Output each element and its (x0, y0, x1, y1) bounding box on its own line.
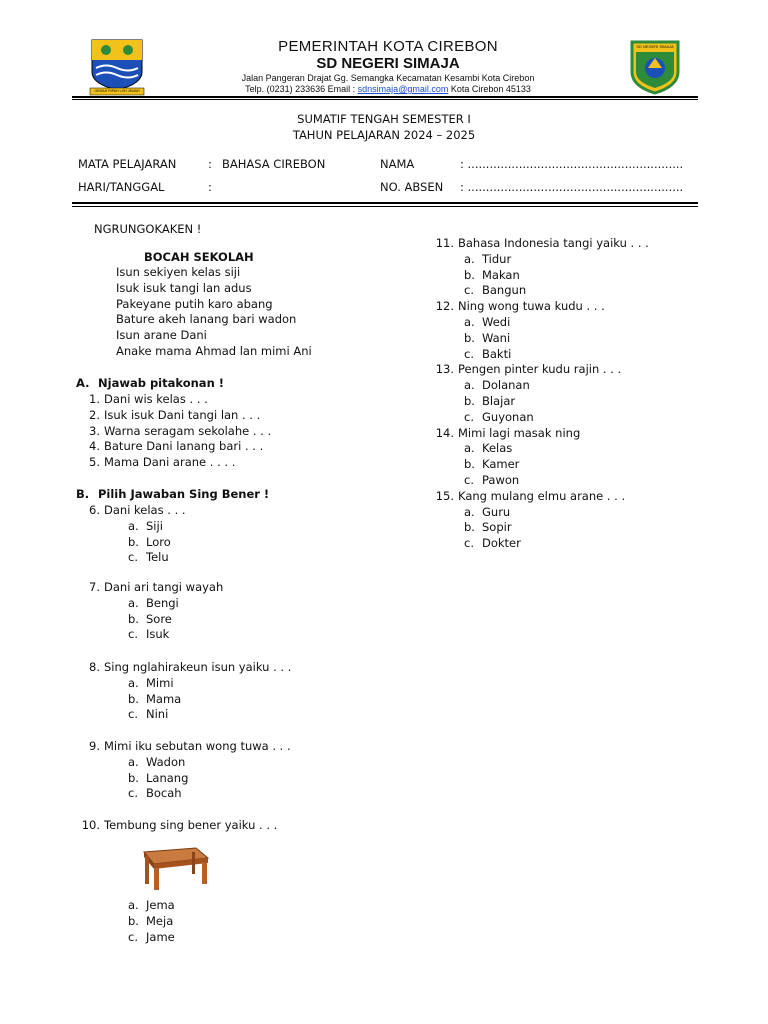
answer-option[interactable] (430, 520, 649, 536)
option-letter: c. (128, 627, 138, 642)
option-letter: c. (128, 550, 138, 565)
option-letter: b. (128, 691, 139, 706)
name-field[interactable]: : ........................................................... (460, 157, 684, 171)
option-text: Sore (146, 611, 172, 626)
option-text: Nini (146, 707, 169, 722)
question (76, 439, 271, 455)
option-letter: a. (464, 251, 475, 266)
reading-line: Isun arane Dani (116, 328, 207, 343)
option-letter: a. (464, 378, 475, 393)
option-letter: b. (464, 457, 475, 472)
option-text: Jame (146, 929, 175, 944)
option-letter: b. (128, 770, 139, 785)
question-line (430, 489, 649, 505)
reading-line: Baturе akeh lanang bari wadon (116, 312, 297, 327)
question-text: Mimi lagi masak ning (458, 425, 581, 440)
question-line (430, 426, 649, 442)
listening-instruction: NGRUNGOKAKEN ! (94, 222, 202, 236)
option-text: Bengi (146, 595, 179, 610)
school-contact (180, 84, 596, 94)
reading-line: Pakeyane putih karo abang (116, 296, 273, 311)
option-text: Dokter (482, 536, 521, 551)
option-letter: c. (464, 536, 474, 551)
option-text: Wani (482, 330, 511, 345)
exam-title: SUMATIF TENGAH SEMESTER I (297, 112, 471, 126)
reading-line: Isuk isuk tangi lan adus (116, 280, 252, 295)
option-text: Siji (146, 518, 163, 533)
tel-suffix: Kota Cirebon 45133 (448, 84, 531, 94)
option-letter: c. (464, 409, 474, 424)
option-text: Loro (146, 534, 171, 549)
answer-option[interactable] (430, 457, 649, 473)
answer-option[interactable] (76, 771, 291, 787)
name-label: NAMA (380, 157, 415, 171)
question-line (76, 660, 291, 676)
reading-line: Isun sekiyen kelas siji (116, 265, 241, 279)
question-number: 8. (89, 660, 100, 674)
answer-option[interactable] (430, 536, 649, 552)
option-text: Sopir (482, 520, 512, 535)
option-letter: c. (128, 786, 138, 801)
question-block (76, 660, 291, 723)
answer-option[interactable] (430, 473, 649, 489)
info-rule (72, 202, 698, 204)
section-a-title: Njawab pitakonan ! (98, 376, 225, 390)
question (76, 392, 271, 408)
question-number: 4. (89, 439, 100, 454)
school-logo (626, 38, 684, 96)
answer-option[interactable] (430, 347, 649, 363)
option-text: Guru (482, 504, 511, 519)
reading-line: Anake mama Ahmad lan mimi Ani (116, 343, 312, 358)
question (76, 818, 277, 834)
question-number: 5. (89, 455, 100, 470)
section-a-heading (76, 376, 224, 392)
question-line (430, 236, 649, 252)
section-a-questions (76, 392, 271, 471)
question-number: 15. (435, 488, 454, 503)
answer-option[interactable] (76, 596, 223, 612)
option-letter: a. (464, 314, 475, 329)
city-logo (86, 38, 148, 96)
option-text: Kamer (482, 457, 520, 472)
option-letter: b. (128, 913, 139, 928)
option-text: Guyonan (482, 409, 534, 424)
option-text: Jema (146, 898, 175, 912)
question-options (76, 898, 175, 945)
answer-option[interactable] (430, 331, 649, 347)
option-letter: a. (128, 754, 139, 769)
exam-year: TAHUN PELAJARAN 2024 – 2025 (292, 128, 476, 142)
reading-title: BOCAH SEKOLAH (144, 250, 254, 264)
reading-text (116, 265, 312, 360)
option-letter: c. (464, 472, 474, 487)
answer-option[interactable] (76, 519, 186, 535)
school-name: SD NEGERI SIMAJA (316, 55, 460, 72)
answer-option[interactable] (76, 550, 186, 566)
question-block (76, 503, 186, 566)
option-text: Isuk (146, 627, 170, 642)
option-text: Bocah (146, 786, 182, 801)
option-letter: b. (128, 611, 139, 626)
answer-option[interactable] (76, 755, 291, 771)
question-number: 12. (435, 299, 454, 314)
option-letter: b. (464, 330, 475, 345)
option-letter: a. (128, 898, 139, 912)
question-text: Kang mulang elmu arane . . . (458, 488, 626, 503)
answer-option[interactable] (76, 786, 291, 802)
answer-option[interactable] (430, 252, 649, 268)
option-letter: b. (464, 520, 475, 535)
answer-option[interactable] (430, 505, 649, 521)
question (76, 424, 271, 440)
option-text: Telu (146, 550, 169, 565)
question-line (76, 503, 186, 519)
government-name: PEMERINTAH KOTA CIREBON (278, 38, 498, 55)
question-text: Mimi iku sebutan wong tuwa . . . (104, 739, 291, 753)
option-text: Mama (146, 691, 182, 706)
option-text: Kelas (482, 441, 513, 456)
question-text: Dani ari tangi wayah (104, 580, 224, 594)
question-text: Warna seragam sekolahe . . . (104, 423, 272, 438)
option-text: Tidur (482, 251, 512, 266)
option-letter: a. (464, 504, 475, 519)
email-link[interactable]: sdnsimaja@gmail.com (357, 84, 449, 94)
option-text: Bakti (482, 346, 512, 361)
right-column-questions (430, 236, 649, 552)
section-a-label: A. (76, 376, 90, 390)
question-number: 6. (89, 503, 100, 517)
question-text: Dani wis kelas . . . (104, 392, 208, 406)
question-text: Mama Dani arane . . . . (104, 455, 236, 470)
question-line (430, 362, 649, 378)
answer-option[interactable] (430, 378, 649, 394)
question (76, 455, 271, 471)
answer-option[interactable] (76, 692, 291, 708)
header-rule (72, 96, 698, 98)
answer-option[interactable] (430, 410, 649, 426)
question-line (76, 580, 223, 596)
answer-option[interactable] (430, 315, 649, 331)
answer-option[interactable] (76, 930, 175, 946)
question-number: 13. (435, 362, 454, 377)
answer-option[interactable] (430, 394, 649, 410)
answer-option[interactable] (76, 914, 175, 930)
section-b-label: B. (76, 487, 90, 501)
question-number: 7. (89, 580, 100, 594)
school-logo-text: SD NEGERI SIMAJA (636, 44, 674, 49)
question-block (76, 580, 223, 643)
question-block (76, 739, 291, 802)
question-text: Tembung sing bener yaiku . . . (104, 818, 278, 832)
option-text: Dolanan (482, 378, 530, 393)
answer-option[interactable] (430, 283, 649, 299)
option-letter: b. (464, 267, 475, 282)
option-text: Wedi (482, 314, 511, 329)
answer-option[interactable] (430, 441, 649, 457)
option-text: Lanang (146, 770, 189, 785)
answer-option[interactable] (76, 676, 291, 692)
question-number: 10. (81, 818, 100, 832)
option-letter: b. (464, 393, 475, 408)
school-address: Jalan Pangeran Drajat Gg. Semangka Kecamatan Kesambi Kota Cirebon (241, 73, 535, 83)
option-text: Bangun (482, 283, 527, 298)
question-number: 3. (89, 423, 100, 438)
subject-colon: : (208, 157, 212, 171)
question-line (430, 299, 649, 315)
subject-value: BAHASA CIREBON (222, 157, 326, 171)
question-line (76, 739, 291, 755)
table-picture (138, 842, 212, 892)
question-number: 11. (435, 236, 454, 250)
question-number: 1. (89, 392, 100, 406)
question-number: 14. (435, 425, 454, 440)
option-letter: b. (128, 534, 139, 549)
logo-motto: GEMAH RIPAH LOH JINAWI (94, 89, 140, 93)
day-colon: : (208, 180, 212, 194)
question-text: Baturе Dani lanang bari . . . (104, 439, 264, 454)
option-text: Makan (482, 267, 520, 282)
option-letter: a. (128, 675, 139, 690)
answer-option[interactable] (76, 898, 175, 914)
option-letter: c. (128, 929, 138, 944)
section-b-title: Pilih Jawaban Sing Bener ! (98, 487, 270, 501)
option-text: Blajar (482, 393, 516, 408)
option-text: Wadon (146, 754, 186, 769)
option-letter: a. (128, 595, 139, 610)
answer-option[interactable] (76, 535, 186, 551)
option-letter: a. (464, 441, 475, 456)
question-text: Pengen pinter kudu rajin . . . (458, 362, 622, 377)
option-letter: c. (464, 283, 474, 298)
question-text: Dani kelas . . . (104, 503, 186, 517)
option-letter: c. (464, 346, 474, 361)
answer-option[interactable] (76, 627, 223, 643)
absen-label: NO. ABSEN (380, 180, 444, 194)
question-text: Sing nglahirakeun isun yaiku . . . (104, 660, 292, 674)
question-text: Bahasa Indonesia tangi yaiku . . . (458, 236, 649, 250)
answer-option[interactable] (430, 268, 649, 284)
option-text: Mimi (146, 675, 174, 690)
day-label: HARI/TANGGAL (78, 180, 165, 194)
option-letter: a. (128, 518, 139, 533)
subject-label: MATA PELAJARAN (78, 157, 177, 171)
answer-option[interactable] (76, 612, 223, 628)
answer-option[interactable] (76, 707, 291, 723)
info-rule-thin (72, 206, 698, 207)
section-b-heading (76, 487, 269, 503)
question-text: Isuk isuk Dani tangi lan . . . (104, 407, 261, 422)
question-text: Ning wong tuwa kudu . . . (458, 299, 605, 314)
option-text: Pawon (482, 472, 520, 487)
question (76, 408, 271, 424)
tel-prefix: Telp. (0231) 233636 Email : (245, 84, 358, 94)
question-number: 9. (89, 739, 100, 753)
option-text: Meja (146, 913, 174, 928)
absen-field[interactable]: : ........................................................... (460, 180, 684, 194)
question-number: 2. (89, 407, 100, 422)
header-rule-thin (72, 99, 698, 100)
option-letter: c. (128, 707, 138, 722)
